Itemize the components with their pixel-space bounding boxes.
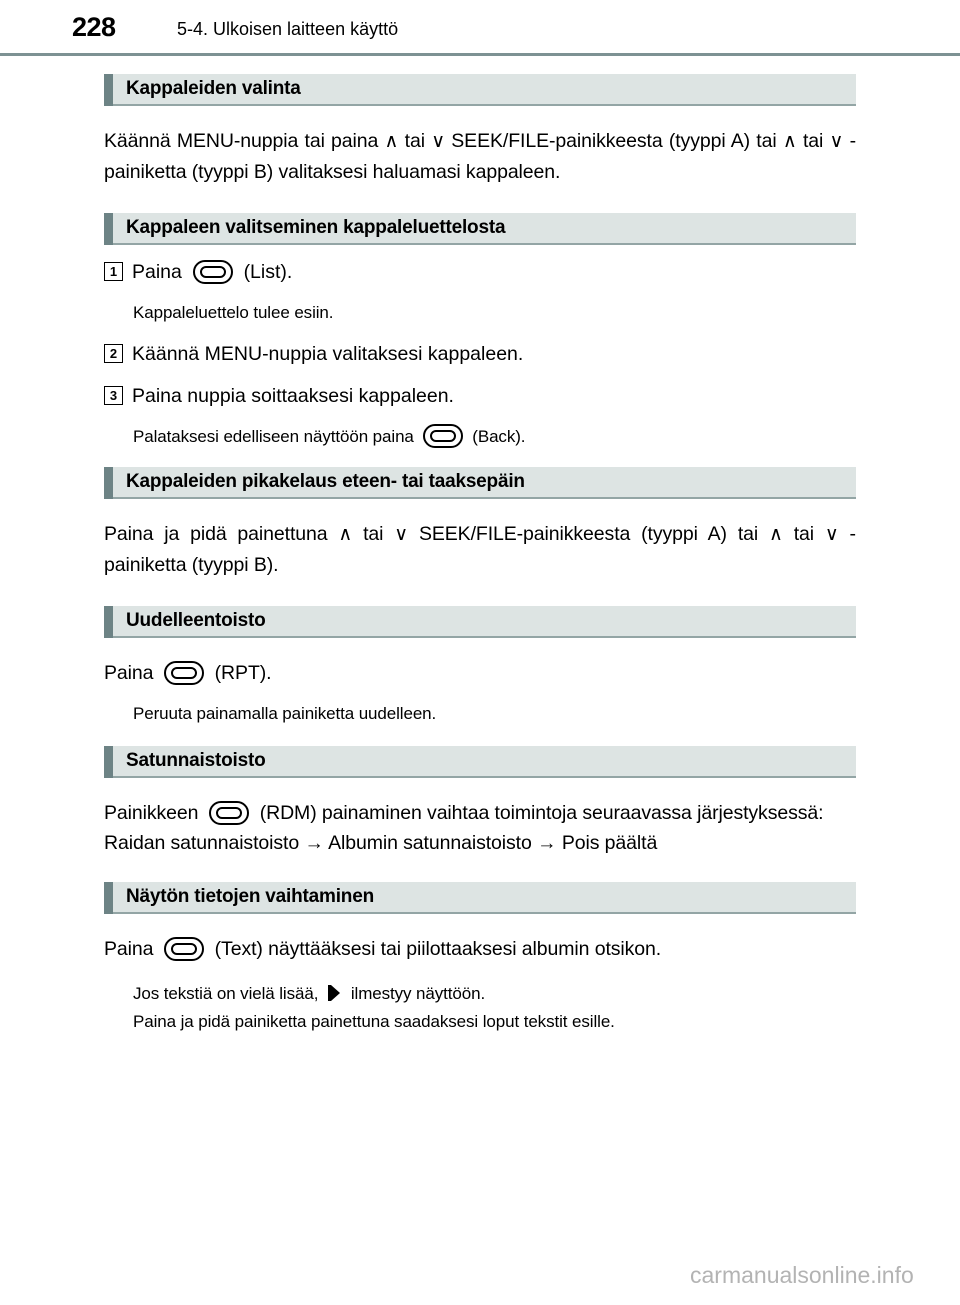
section-title: Uudelleentoisto xyxy=(126,609,266,631)
header-rule xyxy=(0,53,960,56)
up-symbol: ∧ xyxy=(782,131,797,152)
note-part: ilmestyy näyttöön. xyxy=(350,984,486,1003)
note-part: Jos tekstiä on vielä lisää, xyxy=(133,984,319,1003)
paragraph-part: Käännä MENU-nuppia tai paina xyxy=(104,130,379,152)
paragraph-part: Paina ja pidä painettuna xyxy=(104,523,328,545)
step-number-badge: 3 xyxy=(104,386,123,405)
section-5-paragraph xyxy=(104,798,856,828)
up-symbol: ∧ xyxy=(769,524,783,545)
chapter-title: 5-4. Ulkoisen laitteen käyttö xyxy=(177,19,399,39)
back-note xyxy=(104,423,856,451)
tai-word: tai xyxy=(802,130,824,152)
text-note-1 xyxy=(104,980,856,1008)
step-note: Kappaleluettelo tulee esiin. xyxy=(133,303,334,322)
section-3-paragraph xyxy=(104,519,856,580)
section-title: Kappaleiden valinta xyxy=(126,77,301,99)
text-note-2: Paina ja pidä painiketta painettuna saadaksesi loput tekstit esille. xyxy=(133,1012,615,1031)
text-button-icon[interactable] xyxy=(164,937,204,961)
paragraph-part: Painikkeen xyxy=(104,802,199,824)
paragraph-part: (Text) näyttääksesi tai piilottaaksesi albumin otsikon. xyxy=(214,938,662,960)
section-accent-bar xyxy=(104,213,113,245)
step-row xyxy=(104,257,856,287)
site-watermark: carmanualsonline.info xyxy=(690,1262,914,1288)
section-title: Kappaleiden pikakelaus eteen- tai taaksepäin xyxy=(126,470,525,492)
back-note-before: Palataksesi edelliseen näyttöön paina xyxy=(133,427,414,446)
section-header-kappaleiden-valinta xyxy=(104,74,856,106)
section-header-nayton-tietojen-vaihtaminen xyxy=(104,882,856,914)
paragraph-part: -painiketta (tyyppi B). xyxy=(104,523,856,576)
page-header xyxy=(0,0,960,56)
arrow-icon: → xyxy=(537,832,557,854)
section-title: Satunnaistoisto xyxy=(126,749,266,771)
section-1-paragraph xyxy=(104,126,856,187)
section-accent-bar xyxy=(104,606,113,638)
sequence-item: Raidan satunnaistoisto xyxy=(104,832,300,854)
section-6-paragraph xyxy=(104,934,856,964)
paragraph-part: SEEK/FILE-painikkeesta (tyyppi A) tai xyxy=(418,523,759,545)
back-note-after: (Back). xyxy=(472,427,526,446)
paragraph-part: Paina xyxy=(104,938,154,960)
step-text-before: Paina xyxy=(132,261,182,283)
paragraph-part: -painiketta (tyyppi B) valitaksesi haluamasi kappaleen. xyxy=(104,130,856,183)
step-number-badge: 1 xyxy=(104,262,123,281)
arrow-icon: → xyxy=(304,832,324,854)
section-header-pikakelaus xyxy=(104,467,856,499)
tai-word: tai xyxy=(363,523,384,545)
down-symbol: ∨ xyxy=(829,131,844,152)
step-row xyxy=(104,381,856,411)
paragraph-part: (RDM) painaminen vaihtaa toimintoja seuraavassa järjestyksessä: xyxy=(259,802,824,824)
back-button-icon[interactable] xyxy=(423,424,463,448)
up-symbol: ∧ xyxy=(338,524,353,545)
scroll-marker-icon xyxy=(328,985,342,1001)
tai-word: tai xyxy=(404,130,425,152)
section-accent-bar xyxy=(104,882,113,914)
paragraph-part: (RPT). xyxy=(214,662,272,684)
up-symbol: ∧ xyxy=(384,131,399,152)
down-symbol: ∨ xyxy=(824,524,839,545)
tai-word: tai xyxy=(793,523,814,545)
section-title: Näytön tietojen vaihtaminen xyxy=(126,885,374,907)
step-number-badge: 2 xyxy=(104,344,123,363)
step-text xyxy=(132,257,292,287)
step-text: Käännä MENU-nuppia valitaksesi kappaleen. xyxy=(132,343,524,365)
section-accent-bar xyxy=(104,746,113,778)
paragraph-part: SEEK/FILE-painikkeesta (tyyppi A) tai xyxy=(451,130,777,152)
section-header-satunnaistoisto xyxy=(104,746,856,778)
step-text-after: (List). xyxy=(243,261,293,283)
page-number: 228 xyxy=(72,12,116,42)
section-header-kappaleen-valitseminen xyxy=(104,213,856,245)
step-row xyxy=(104,339,856,369)
section-4-paragraph xyxy=(104,658,856,688)
page-content xyxy=(104,74,856,1036)
list-button-icon[interactable] xyxy=(193,260,233,284)
sequence-item: Albumin satunnaistoisto xyxy=(328,832,532,854)
section-5-sequence xyxy=(104,828,856,858)
rpt-button-icon[interactable] xyxy=(164,661,204,685)
section-title: Kappaleen valitseminen kappaleluettelosta xyxy=(126,216,506,238)
paragraph-part: Paina xyxy=(104,662,154,684)
section-accent-bar xyxy=(104,467,113,499)
sequence-item: Pois päältä xyxy=(561,832,658,854)
rdm-button-icon[interactable] xyxy=(209,801,249,825)
section-accent-bar xyxy=(104,74,113,106)
down-symbol: ∨ xyxy=(394,524,409,545)
down-symbol: ∨ xyxy=(431,131,445,152)
section-header-uudelleentoisto xyxy=(104,606,856,638)
rpt-note: Peruuta painamalla painiketta uudelleen. xyxy=(133,704,437,723)
step-text: Paina nuppia soittaaksesi kappaleen. xyxy=(132,385,454,407)
